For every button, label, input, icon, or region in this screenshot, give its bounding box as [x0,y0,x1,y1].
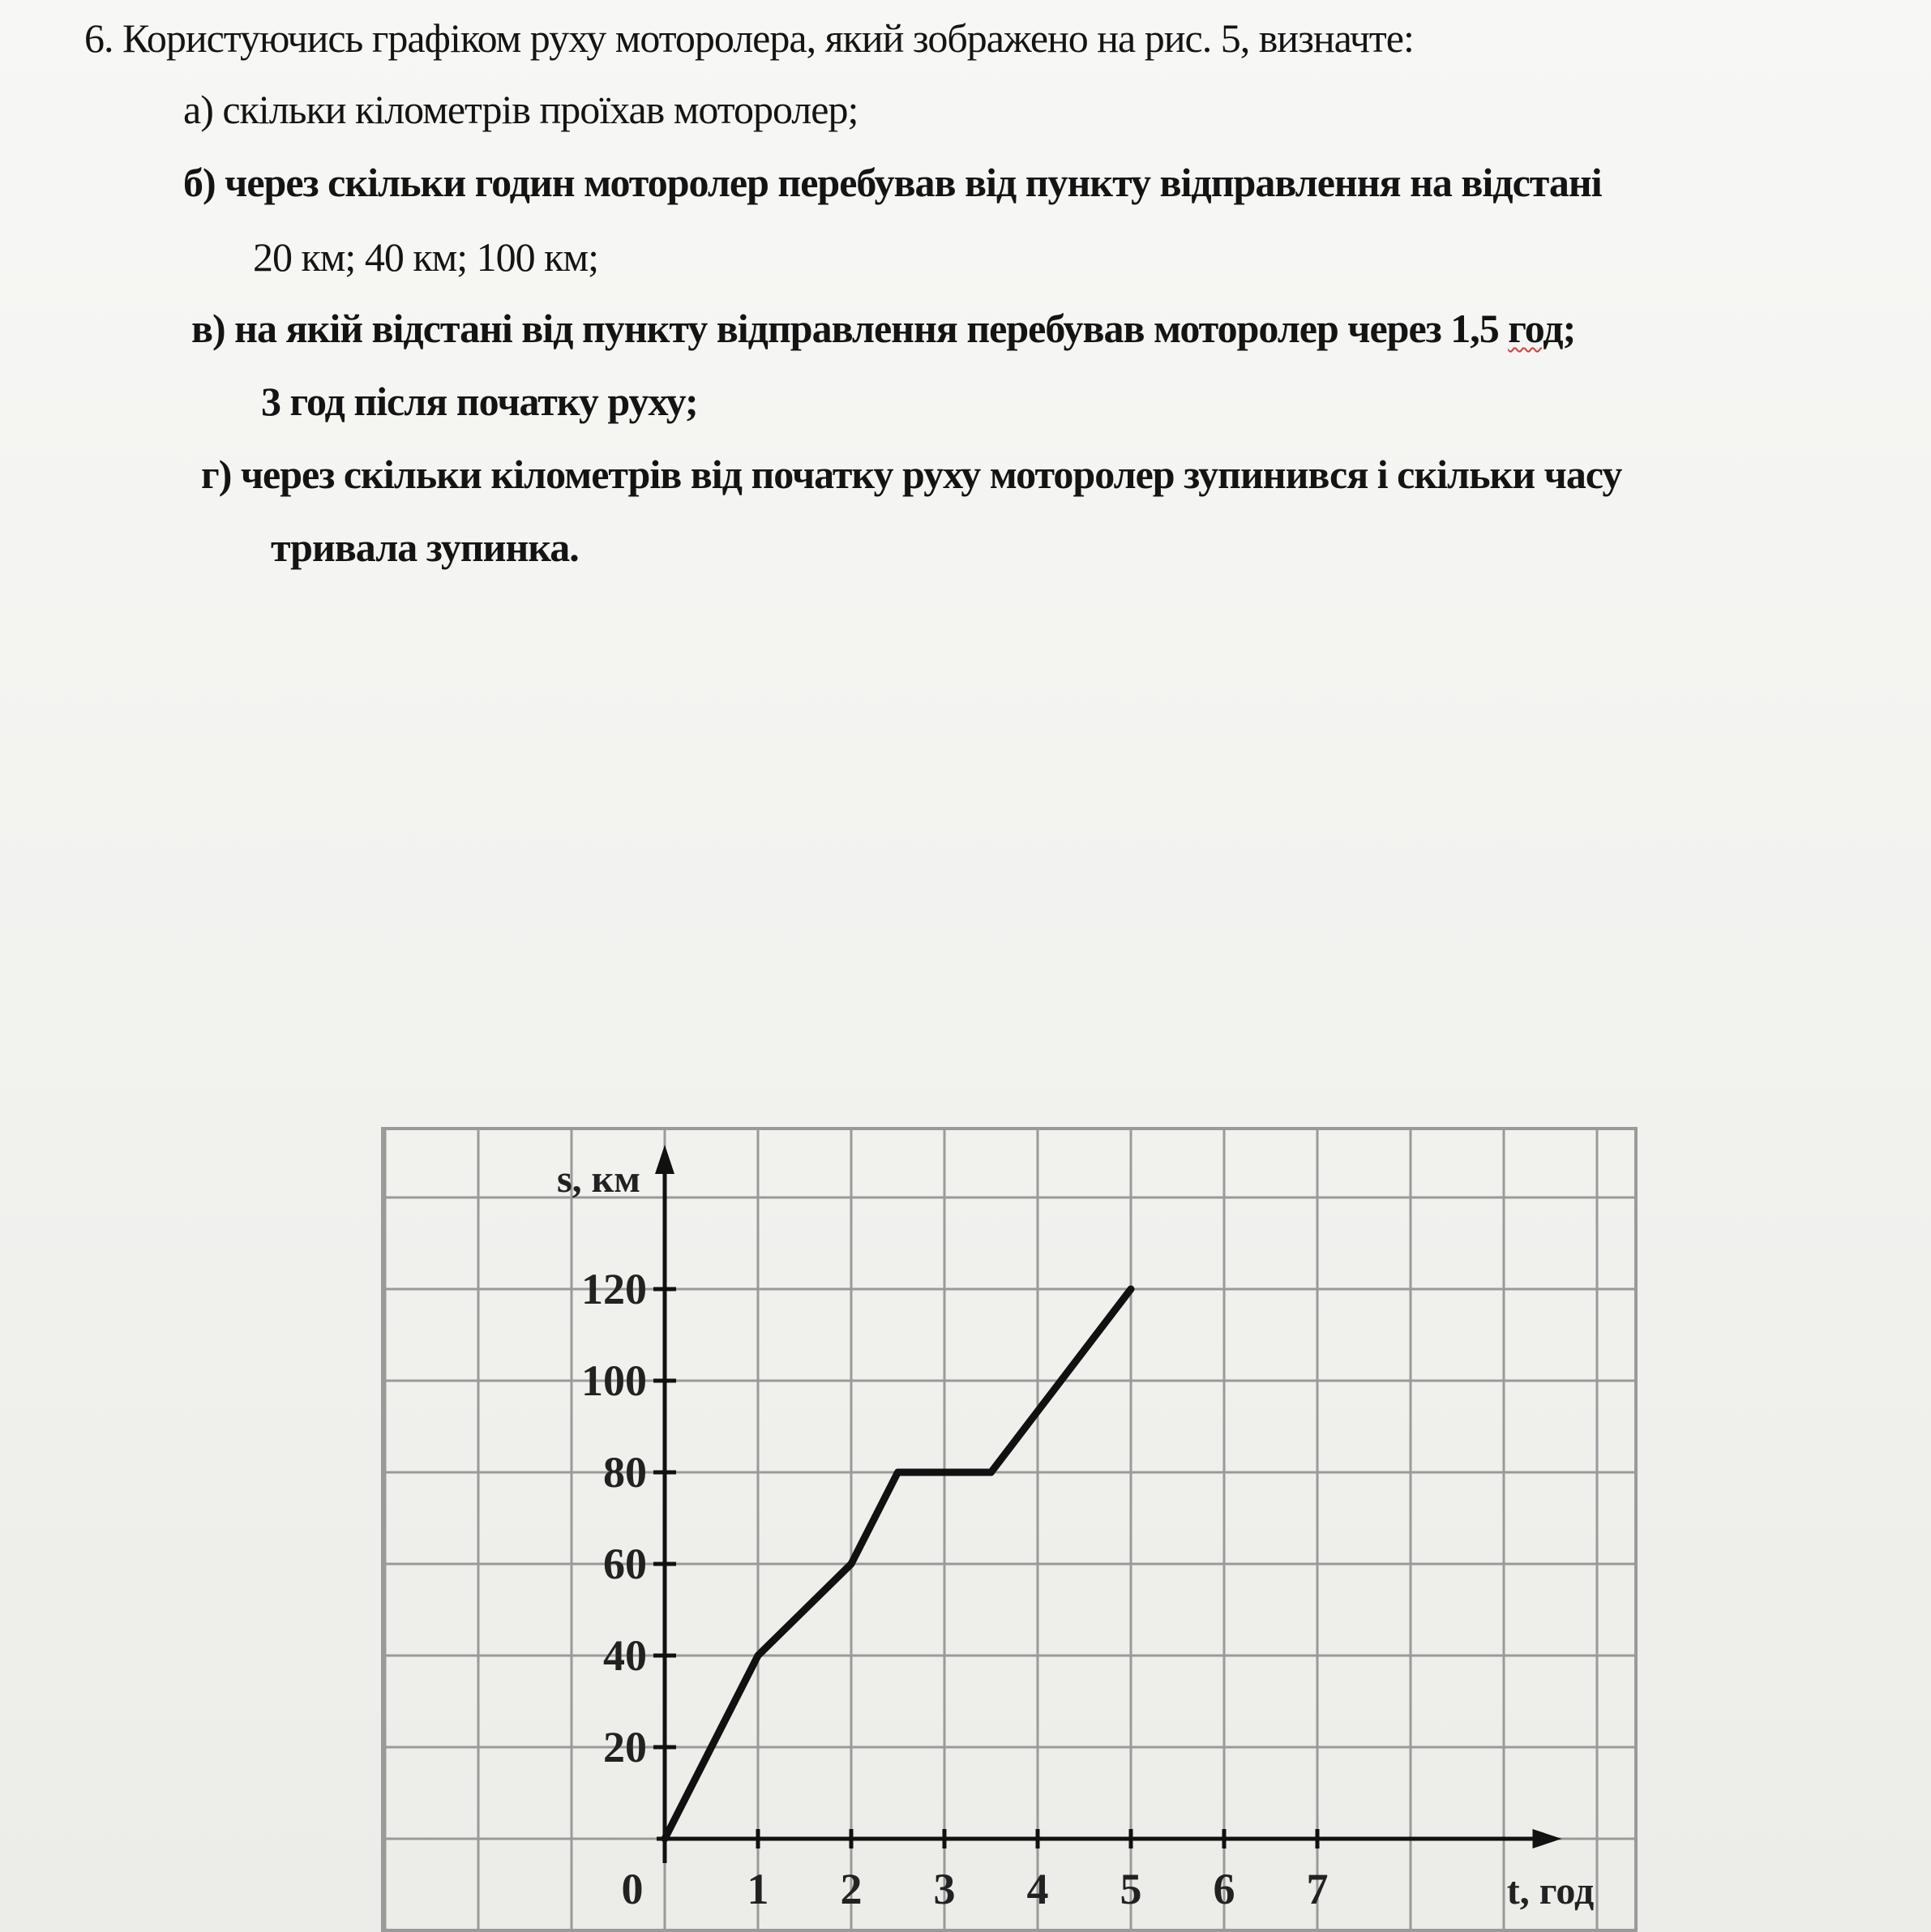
x-axis-label: t, год [1506,1870,1595,1913]
y-axis-label: s, км [556,1158,640,1201]
item-v-text: в) на якій відстані від пункту відправлення перебував моторолер через 1,5 [191,306,1509,351]
spellcheck-underlined-word: год [1508,306,1563,351]
item-v-punct: ; [1562,306,1576,351]
question-item-v-line2: 3 год після початку руху; [261,379,698,424]
y-tick-label: 60 [603,1540,647,1588]
y-tick-label: 40 [603,1631,647,1680]
x-tick-label: 3 [933,1865,956,1913]
x-tick-label: 4 [1026,1865,1049,1913]
question-item-g-line1: г) через скільки кілометрів від початку руху моторолер зупинився і скільки часу [201,452,1622,497]
x-tick-label: 2 [840,1865,863,1913]
x-tick-label: 6 [1213,1865,1235,1913]
motion-graph-figure [381,1127,1638,1932]
y-tick-label: 120 [581,1265,647,1313]
question-item-b-line2: 20 км; 40 км; 100 км; [253,234,598,280]
question-item-b-line1: б) через скільки годин моторолер перебував від пункту відправлення на відстані [183,160,1602,205]
y-tick-label: 80 [603,1448,647,1497]
y-tick-label: 100 [581,1356,647,1405]
series-point [850,1562,853,1566]
question-item-a: а) скільки кілометрів проїхав моторолер; [183,87,858,132]
x-tick-label: 5 [1120,1865,1142,1913]
question-item-v-line1 [191,305,1575,352]
y-tick-label: 20 [603,1723,647,1771]
chart-axes [655,1145,1562,1863]
question-header: 6. Користуючись графіком руху моторолера, який зображено на рис. 5, визначте: [84,15,1414,61]
question-item-g-line2: тривала зупинка. [271,525,579,570]
chart-ticks [581,1265,1329,1913]
x-tick-label: 1 [747,1865,769,1913]
series-point [897,1471,900,1474]
origin-label: 0 [621,1865,644,1913]
x-tick-label: 7 [1306,1865,1329,1913]
y-axis-arrow [655,1145,674,1174]
series-point [756,1654,760,1657]
motion-graph [381,1127,1638,1932]
x-axis-arrow [1533,1829,1562,1848]
series-point [990,1471,993,1474]
chart-grid [381,1127,1638,1932]
series-point [663,1837,666,1840]
series-point [1129,1287,1132,1291]
